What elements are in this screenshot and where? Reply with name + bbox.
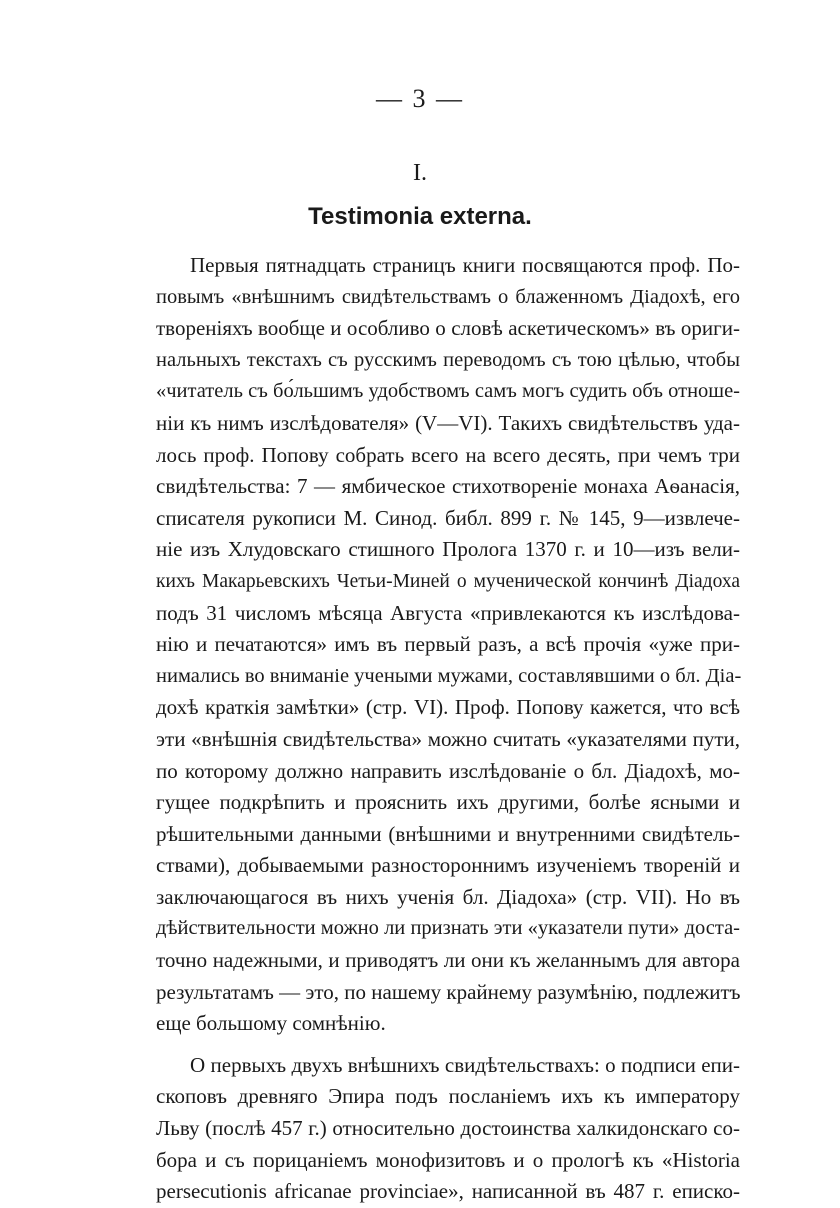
text-line: Первыя пятнадцать страницъ книги посвящаются проф. По- — [190, 253, 740, 277]
page-number: — 3 — — [376, 84, 464, 113]
text-line: persecutionis africanae provinciae», написанной въ 487 г. еписко- — [156, 1179, 740, 1204]
text-line: ніи къ нимъ изслѣдователя» (V—VI). Такихъ свидѣтельствъ уда- — [156, 410, 740, 435]
paragraph-2 — [156, 1050, 740, 1208]
body-text — [156, 250, 740, 1208]
text-line: еще большому сомнѣнію. — [156, 1011, 386, 1036]
text-line: нимались во вниманіе учеными мужами, составлявшими о бл. Діа- — [156, 664, 742, 687]
text-line: рѣшительными данными (внѣшними и внутренними свидѣтель- — [156, 821, 740, 846]
text-line: свидѣтельства: 7 — ямбическое стихотвореніе монаха Аѳанасія, — [156, 474, 740, 499]
text-line: эти «внѣшнія свидѣтельства» можно считать «указателями пути, — [156, 726, 740, 751]
paragraph-gap — [156, 1040, 740, 1050]
text-line: точно надежными, и приводятъ ли они къ желаннымъ для автора — [156, 948, 740, 973]
text-line: по которому должно направить изслѣдованіе о бл. Діадохѣ, мо- — [156, 758, 740, 783]
text-line: твореніяхъ вообще и особливо о словѣ аскетическомъ» въ ориги- — [156, 316, 740, 341]
section-title: Testimonia externa. — [308, 203, 532, 230]
text-line: подъ 31 числомъ мѣсяца Августа «привлекаются къ изслѣдова- — [156, 600, 740, 625]
section-numeral: I. — [413, 160, 427, 186]
text-line: скоповъ древняго Эпира подъ посланіемъ ихъ къ императору — [156, 1084, 740, 1109]
text-line: дохѣ краткія замѣтки» (стр. VI). Проф. Попову кажется, что всѣ — [156, 695, 740, 720]
text-line: Льву (послѣ 457 г.) относительно достоинства халкидонскаго со- — [156, 1116, 740, 1141]
text-line: нальныхъ текстахъ съ русскимъ переводомъ съ тою цѣлью, чтобы — [156, 348, 740, 371]
text-line: ніе изъ Хлудовскаго стишного Пролога 1370 г. и 10—изъ вели- — [156, 537, 740, 562]
text-line: кихъ Макарьевскихъ Четьи-Миней о мученической кончинѣ Діадоха — [156, 570, 740, 592]
paragraph-1 — [156, 250, 740, 1040]
text-line: бора и съ порицаніемъ монофизитовъ и о прологѣ къ «Historia — [156, 1147, 740, 1172]
text-line: заключающагося въ нихъ ученія бл. Діадоха» (стр. VII). Но въ — [156, 884, 740, 909]
text-line: лось проф. Попову собрать всего на всего десять, при чемъ три — [156, 442, 740, 467]
text-line: списателя рукописи М. Синод. библ. 899 г. № 145, 9—извлече- — [156, 505, 740, 530]
text-line: ствами), добываемыми разностороннимъ изученіемъ твореній и — [156, 853, 740, 878]
text-line: «читатель съ бо́льшимъ удобствомъ самъ могъ судить объ отноше- — [156, 380, 740, 403]
text-line: результатамъ — это, по нашему крайнему разумѣнію, подлежитъ — [156, 979, 741, 1004]
text-line: О первыхъ двухъ внѣшнихъ свидѣтельствахъ: о подписи епи- — [190, 1052, 740, 1077]
text-line: повымъ «внѣшнимъ свидѣтельствамъ о блаженномъ Діадохѣ, его — [156, 285, 740, 308]
text-line: гущее подкрѣпить и прояснить ихъ другими, болѣе ясными и — [156, 790, 740, 815]
text-line: нію и печатаются» имъ въ первый разъ, а всѣ прочія «уже при- — [156, 632, 740, 657]
text-line: дѣйствительности можно ли признать эти «указатели пути» доста- — [156, 917, 740, 940]
